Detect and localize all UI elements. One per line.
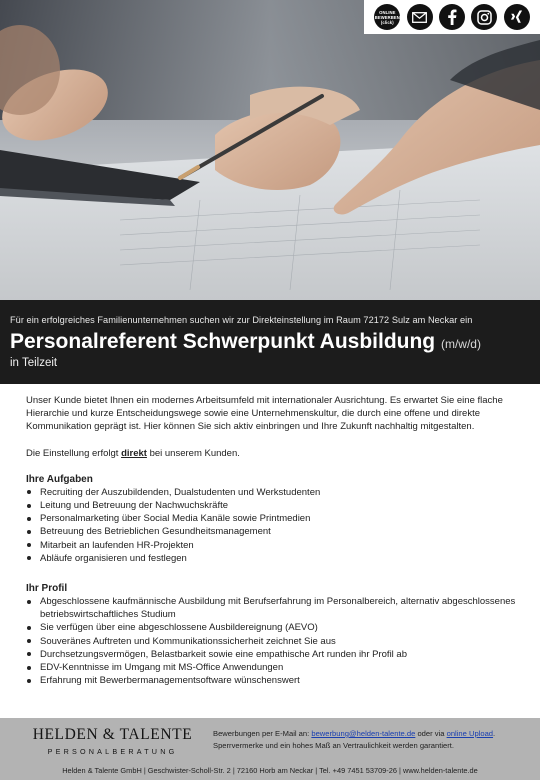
gender-suffix: (m/w/d) [440, 337, 481, 351]
list-item: EDV-Kenntnisse im Umgang mit MS-Office Anwendungen [26, 661, 518, 674]
list-item: Erfahrung mit Bewerbermanagementsoftware wünschenswert [26, 674, 518, 687]
logo-tagline: PERSONALBERATUNG [47, 747, 178, 756]
employment-after: bei unserem Kunden. [146, 447, 240, 459]
email-link[interactable]: bewerbung@helden-talente.de [311, 729, 416, 738]
confidentiality-note: Sperrvermerke und ein hohes Maß an Vertraulichkeit werden garantiert. [213, 741, 455, 750]
contact-end: . [493, 729, 496, 738]
list-item: Betreuung des Betrieblichen Gesundheitsmanagement [26, 525, 518, 538]
employment-emphasis: direkt [121, 447, 147, 459]
employment-before: Die Einstellung erfolgt [26, 447, 122, 459]
instagram-icon[interactable] [471, 4, 497, 30]
facebook-icon[interactable] [439, 4, 465, 30]
list-item: Durchsetzungsvermögen, Belastbarkeit sowie eine empathische Art runden ihr Profil ab [26, 648, 518, 661]
intro-paragraph: Unser Kunde bietet Ihnen ein modernes Arbeitsumfeld mit internationaler Ausrichtung. Es erwartet Sie eine flache Hierarchie und kurze Entscheidungswege sowie eine Unternehmenskultur, die durch eine offene und direkte Kommunikation geprägt ist. Hier können Sie sich aktiv einbringen und Ihre Zukunft nachhaltig mitgestalten. [26, 395, 503, 433]
tasks-list [26, 486, 518, 565]
list-item: Abgeschlossene kaufmännische Ausbildung mit Berufserfahrung im Personalbereich, alternativ abgeschlossenes betriebswirtschaftliches Studium [26, 595, 518, 621]
list-item: Sie verfügen über eine abgeschlossene Ausbildereignung (AEVO) [26, 621, 518, 634]
contact-info [213, 728, 533, 752]
list-item: Souveränes Auftreten und Kommunikationssicherheit zeichnet Sie aus [26, 635, 518, 648]
job-intro: Für ein erfolgreiches Familienunternehmen suchen wir zur Direkteinstellung im Raum 72172 Sulz am Neckar ein [10, 315, 473, 325]
contact-middle: oder via [415, 729, 447, 738]
list-item: Personalmarketing über Social Media Kanäle sowie Printmedien [26, 512, 518, 525]
company-logo[interactable] [30, 726, 195, 756]
company-address: Helden & Talente GmbH | Geschwister-Scholl-Str. 2 | 72160 Horb am Neckar | Tel. +49 7451 53709-26 | www.helden-talente.de [62, 766, 478, 775]
title-band [0, 300, 540, 384]
list-item: Recruiting der Auszubildenden, Dualstudenten und Werkstudenten [26, 486, 518, 499]
list-item: Mitarbeit an laufenden HR-Projekten [26, 539, 518, 552]
online-apply-line1: ONLINE [379, 9, 396, 15]
hero-illustration [0, 0, 540, 300]
profile-list [26, 595, 518, 687]
logo-name: HELDEN & TALENTE [32, 726, 193, 743]
xing-icon[interactable] [504, 4, 530, 30]
contact-prefix: Bewerbungen per E-Mail an: [213, 729, 312, 738]
job-title-text: Personalreferent Schwerpunkt Ausbildung [10, 330, 436, 353]
social-bar [364, 0, 540, 34]
online-apply-line3: (click) [380, 19, 394, 25]
profile-heading: Ihr Profil [26, 583, 68, 595]
online-apply-line2: BEWERBEN [374, 14, 400, 20]
job-description [26, 394, 518, 687]
job-subtitle: in Teilzeit [10, 357, 58, 369]
footer [0, 718, 540, 780]
hero-photo [0, 0, 540, 300]
list-item: Leitung und Betreuung der Nachwuchskräfte [26, 499, 518, 512]
tasks-heading: Ihre Aufgaben [26, 473, 93, 485]
list-item: Abläufe organisieren und festlegen [26, 552, 518, 565]
job-title [10, 330, 530, 354]
employment-paragraph [26, 447, 518, 460]
online-apply-icon[interactable] [374, 4, 400, 30]
online-upload-link[interactable]: online Upload [446, 729, 494, 738]
mail-icon[interactable] [407, 4, 433, 30]
